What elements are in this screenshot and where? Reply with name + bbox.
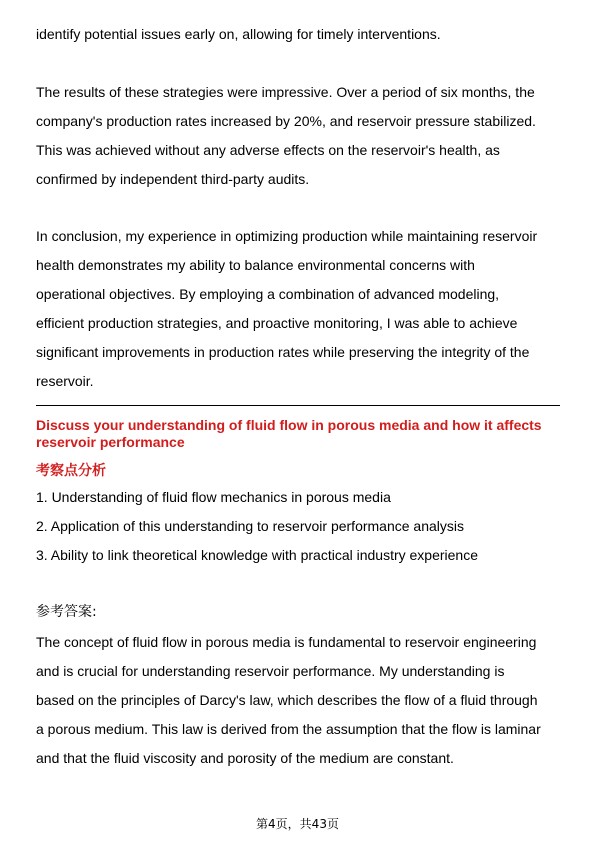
- text-line: The concept of fluid flow in porous media is fundamental to reservoir engineering: [36, 634, 537, 650]
- section-divider: [36, 405, 560, 406]
- question-line: Discuss your understanding of fluid flow in porous media and how it affects: [36, 417, 542, 433]
- list-item: 2. Application of this understanding to reservoir performance analysis: [36, 518, 465, 534]
- intro-paragraph-tail: [36, 20, 560, 49]
- text-line: based on the principles of Darcy's law, which describes the flow of a fluid through: [36, 692, 538, 708]
- text-line: operational objectives. By employing a combination of advanced modeling,: [36, 286, 500, 302]
- text-line: health demonstrates my ability to balance environmental concerns with: [36, 257, 475, 273]
- question-heading: [36, 417, 560, 451]
- answer-paragraph: [36, 628, 560, 773]
- text-line: reservoir.: [36, 373, 94, 389]
- page-footer: 第4页，共43页: [256, 817, 339, 831]
- text-line: The results of these strategies were impressive. Over a period of six months, the: [36, 84, 535, 100]
- conclusion-paragraph: [36, 222, 560, 396]
- analysis-points-list: [36, 483, 478, 570]
- question-line: reservoir performance: [36, 434, 185, 450]
- answer-label: 参考答案:: [36, 604, 97, 620]
- list-item: 1. Understanding of fluid flow mechanics in porous media: [36, 489, 391, 505]
- list-item: 3. Ability to link theoretical knowledge with practical industry experience: [36, 547, 479, 563]
- text-line: efficient production strategies, and proactive monitoring, I was able to achieve: [36, 315, 518, 331]
- results-paragraph: [36, 78, 560, 194]
- text-line: and is crucial for understanding reservoir performance. My understanding is: [36, 663, 505, 679]
- text-line: company's production rates increased by 20%, and reservoir pressure stabilized.: [36, 113, 536, 129]
- text-line: confirmed by independent third-party audits.: [36, 171, 310, 187]
- text-line: This was achieved without any adverse effects on the reservoir's health, as: [36, 142, 500, 158]
- text-line: a porous medium. This law is derived from the assumption that the flow is laminar: [36, 721, 541, 737]
- text-line: significant improvements in production rates while preserving the integrity of the: [36, 344, 530, 360]
- text-line: and that the fluid viscosity and porosity of the medium are constant.: [36, 750, 454, 766]
- analysis-label: 考察点分析: [36, 463, 106, 479]
- text-line: identify potential issues early on, allowing for timely interventions.: [36, 26, 441, 42]
- text-line: In conclusion, my experience in optimizing production while maintaining reservoir: [36, 228, 538, 244]
